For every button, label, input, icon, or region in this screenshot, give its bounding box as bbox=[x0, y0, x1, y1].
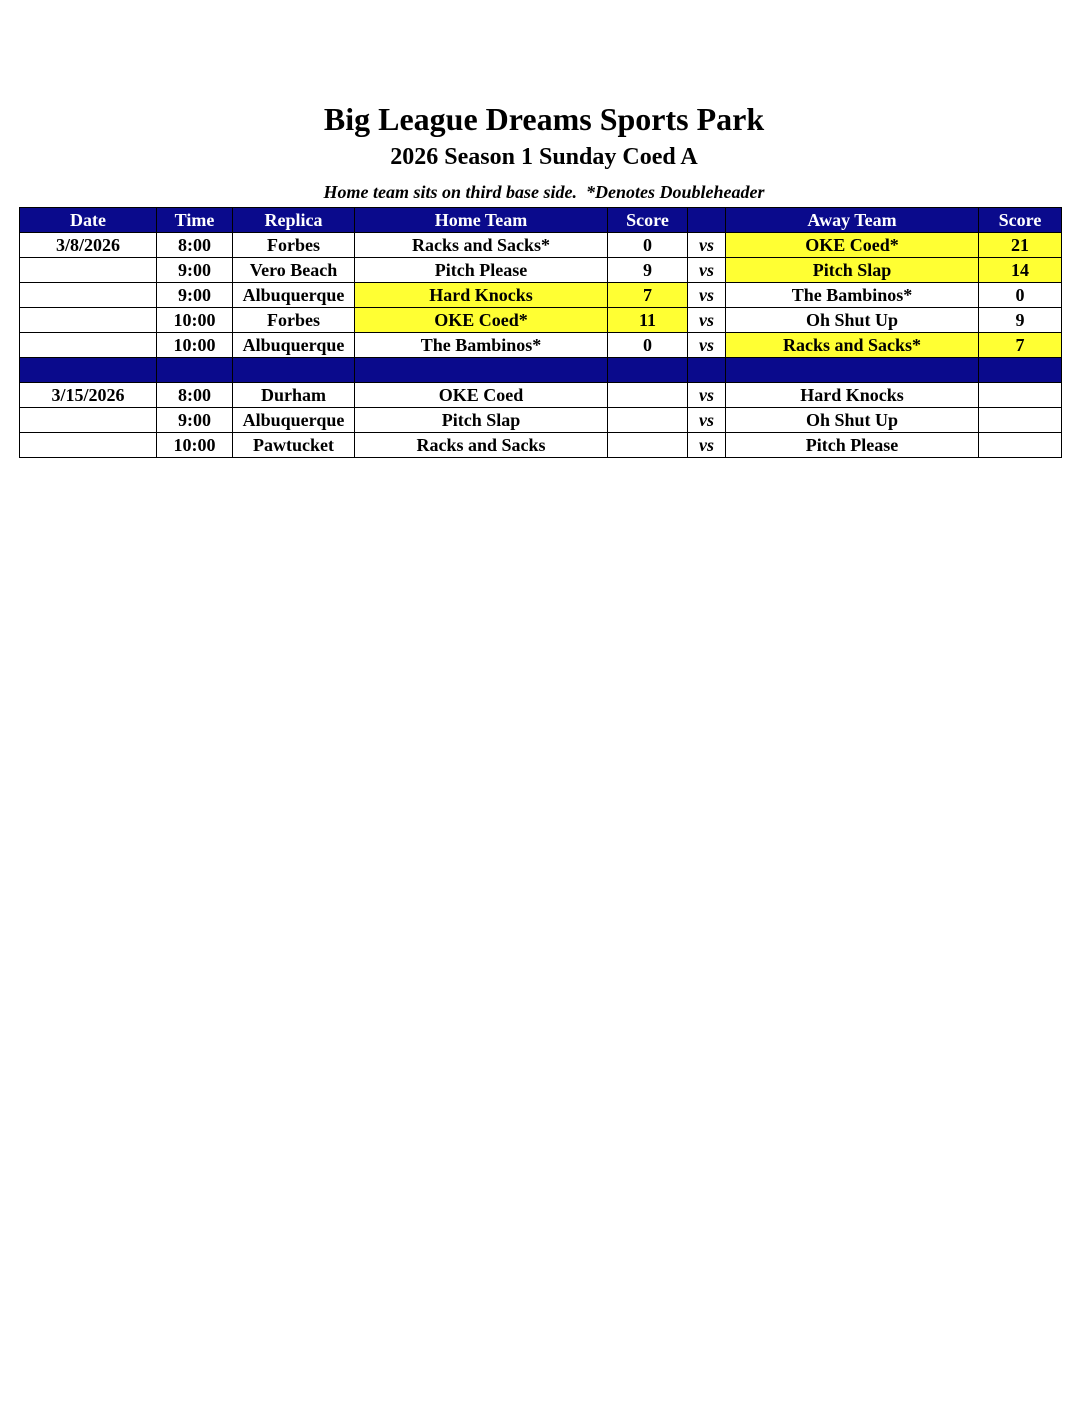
game-date bbox=[20, 408, 157, 433]
column-header-home-score: Score bbox=[608, 208, 688, 233]
home-score: 0 bbox=[608, 333, 688, 358]
home-score: 0 bbox=[608, 233, 688, 258]
game-time: 10:00 bbox=[157, 333, 233, 358]
game-replica: Forbes bbox=[233, 308, 355, 333]
game-row bbox=[20, 408, 1062, 433]
game-replica: Albuquerque bbox=[233, 408, 355, 433]
game-time: 10:00 bbox=[157, 308, 233, 333]
vs-label: vs bbox=[688, 333, 726, 358]
separator-cell bbox=[608, 358, 688, 383]
away-score: 9 bbox=[979, 308, 1062, 333]
away-score: 7 bbox=[979, 333, 1062, 358]
home-score bbox=[608, 383, 688, 408]
vs-label: vs bbox=[688, 233, 726, 258]
header-row bbox=[20, 208, 1062, 233]
column-header-time: Time bbox=[157, 208, 233, 233]
game-time: 9:00 bbox=[157, 408, 233, 433]
home-team: Pitch Slap bbox=[355, 408, 608, 433]
separator-cell bbox=[726, 358, 979, 383]
away-score bbox=[979, 408, 1062, 433]
game-date bbox=[20, 333, 157, 358]
home-score: 7 bbox=[608, 283, 688, 308]
home-score: 9 bbox=[608, 258, 688, 283]
game-row bbox=[20, 283, 1062, 308]
game-date bbox=[20, 258, 157, 283]
game-time: 10:00 bbox=[157, 433, 233, 458]
game-date bbox=[20, 433, 157, 458]
away-team: OKE Coed* bbox=[726, 233, 979, 258]
season-subtitle: 2026 Season 1 Sunday Coed A bbox=[390, 144, 698, 170]
vs-label: vs bbox=[688, 433, 726, 458]
game-date: 3/15/2026 bbox=[20, 383, 157, 408]
game-replica: Vero Beach bbox=[233, 258, 355, 283]
column-header-replica: Replica bbox=[233, 208, 355, 233]
vs-label: vs bbox=[688, 308, 726, 333]
game-row bbox=[20, 233, 1062, 258]
home-team: Racks and Sacks bbox=[355, 433, 608, 458]
game-time: 9:00 bbox=[157, 283, 233, 308]
column-header-away-score: Score bbox=[979, 208, 1062, 233]
game-row bbox=[20, 308, 1062, 333]
game-replica: Durham bbox=[233, 383, 355, 408]
game-replica: Albuquerque bbox=[233, 283, 355, 308]
game-time: 8:00 bbox=[157, 233, 233, 258]
column-header-vs bbox=[688, 208, 726, 233]
schedule-table bbox=[19, 207, 1062, 458]
away-team: Racks and Sacks* bbox=[726, 333, 979, 358]
week-separator-row bbox=[20, 358, 1062, 383]
home-team: OKE Coed bbox=[355, 383, 608, 408]
away-score bbox=[979, 433, 1062, 458]
vs-label: vs bbox=[688, 408, 726, 433]
separator-cell bbox=[979, 358, 1062, 383]
game-date bbox=[20, 308, 157, 333]
home-team: Hard Knocks bbox=[355, 283, 608, 308]
page-title: Big League Dreams Sports Park bbox=[323, 101, 765, 137]
away-team: Pitch Slap bbox=[726, 258, 979, 283]
game-row bbox=[20, 333, 1062, 358]
game-row bbox=[20, 383, 1062, 408]
home-team: Racks and Sacks* bbox=[355, 233, 608, 258]
game-row bbox=[20, 433, 1062, 458]
vs-label: vs bbox=[688, 283, 726, 308]
column-header-date: Date bbox=[20, 208, 157, 233]
game-time: 9:00 bbox=[157, 258, 233, 283]
away-team: Pitch Please bbox=[726, 433, 979, 458]
away-score bbox=[979, 383, 1062, 408]
column-header-home-team: Home Team bbox=[355, 208, 608, 233]
game-date: 3/8/2026 bbox=[20, 233, 157, 258]
separator-cell bbox=[157, 358, 233, 383]
home-team: OKE Coed* bbox=[355, 308, 608, 333]
separator-cell bbox=[20, 358, 157, 383]
away-score: 21 bbox=[979, 233, 1062, 258]
separator-cell bbox=[355, 358, 608, 383]
separator-cell bbox=[233, 358, 355, 383]
away-team: The Bambinos* bbox=[726, 283, 979, 308]
separator-cell bbox=[688, 358, 726, 383]
schedule-body bbox=[20, 233, 1062, 458]
away-team: Oh Shut Up bbox=[726, 308, 979, 333]
game-replica: Forbes bbox=[233, 233, 355, 258]
home-score bbox=[608, 408, 688, 433]
vs-label: vs bbox=[688, 258, 726, 283]
away-team: Hard Knocks bbox=[726, 383, 979, 408]
game-replica: Albuquerque bbox=[233, 333, 355, 358]
away-score: 14 bbox=[979, 258, 1062, 283]
vs-label: vs bbox=[688, 383, 726, 408]
column-header-away-team: Away Team bbox=[726, 208, 979, 233]
game-date bbox=[20, 283, 157, 308]
game-time: 8:00 bbox=[157, 383, 233, 408]
schedule-note: Home team sits on third base side. *Denotes Doubleheader bbox=[323, 182, 765, 202]
home-score: 11 bbox=[608, 308, 688, 333]
game-replica: Pawtucket bbox=[233, 433, 355, 458]
home-score bbox=[608, 433, 688, 458]
home-team: Pitch Please bbox=[355, 258, 608, 283]
home-team: The Bambinos* bbox=[355, 333, 608, 358]
game-row bbox=[20, 258, 1062, 283]
away-team: Oh Shut Up bbox=[726, 408, 979, 433]
away-score: 0 bbox=[979, 283, 1062, 308]
